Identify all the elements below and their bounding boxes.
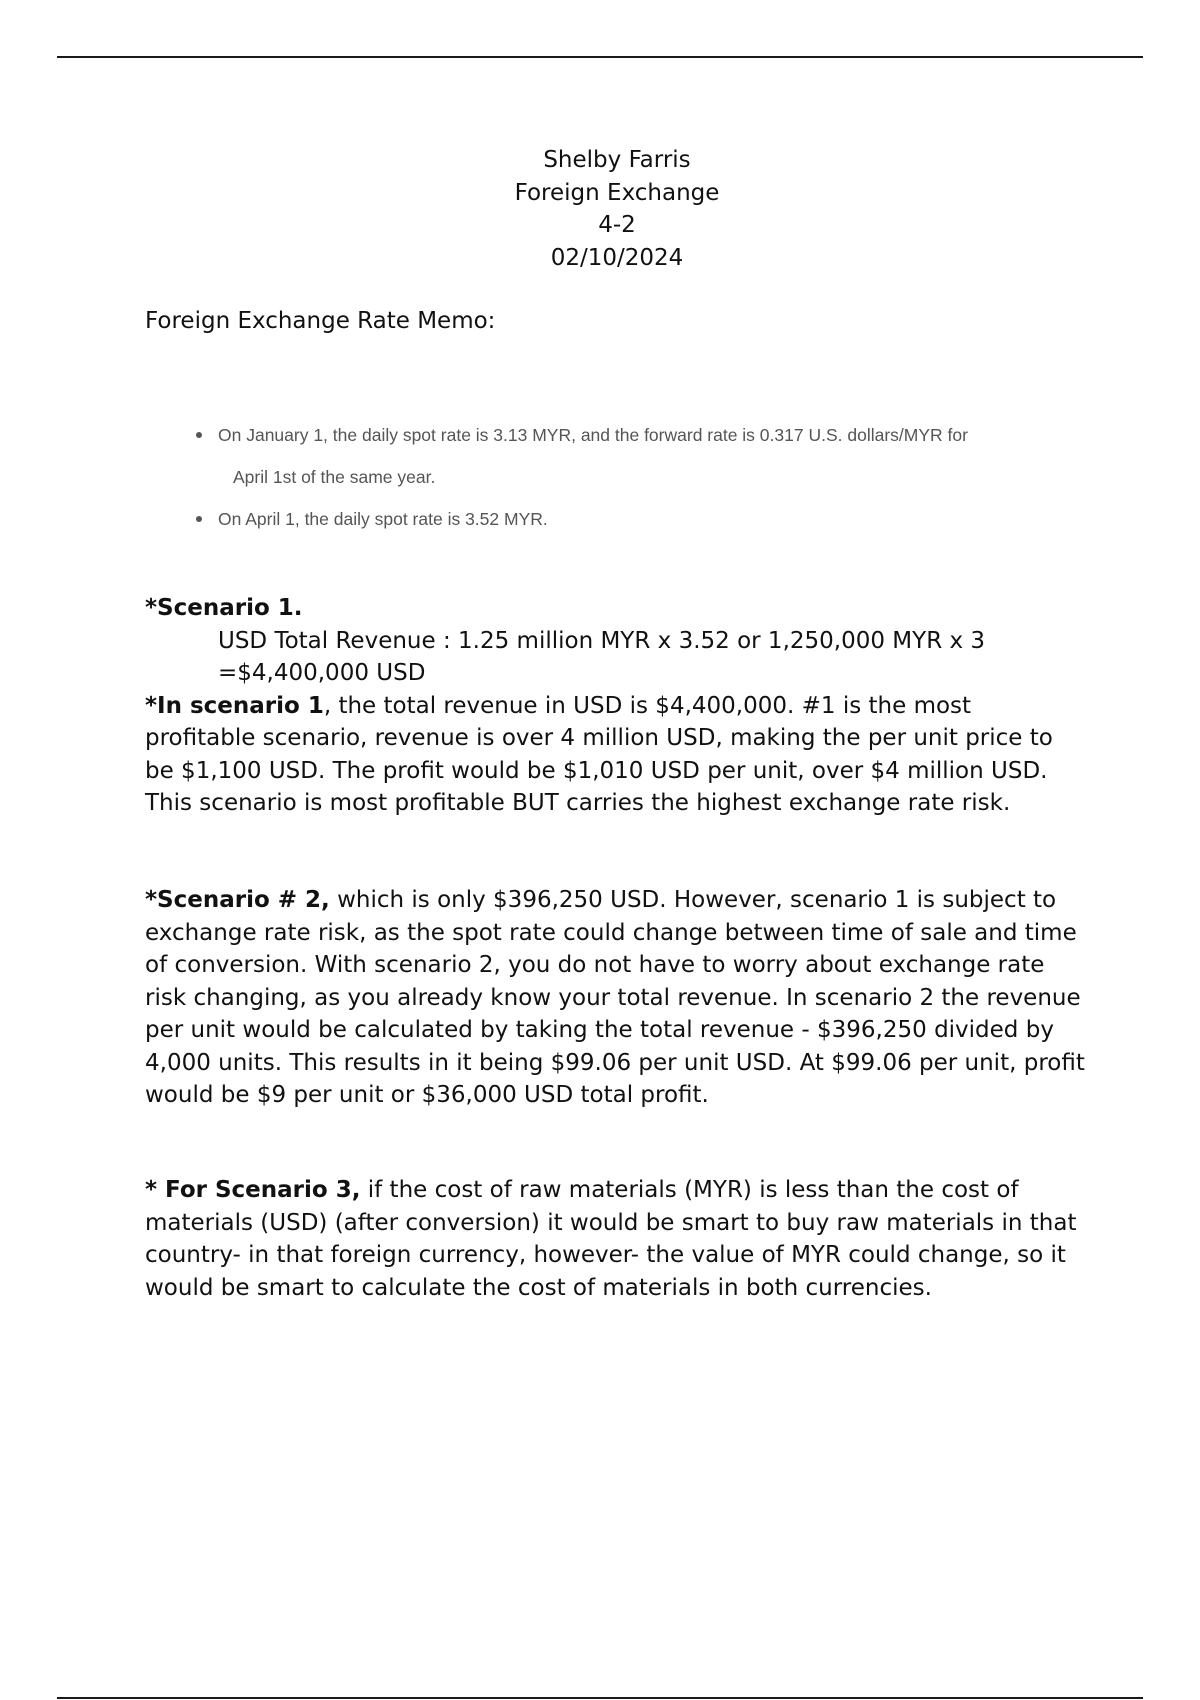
scenario-1-lead: *In scenario 1 <box>145 692 324 719</box>
scenario-2-text: which is only $396,250 USD. However, scenario 1 is subject to exchange rate risk, as the spot rate could change between time of sale and time of conversion. With scenario 2, you do not have to worry about exchange rate risk changing, as you already know your total revenue. In scenario 2 the revenue per unit would be calculated by taking the total revenue - $396,250 divided by 4,000 units. This results in it being $99.06 per unit USD. At $99.06 per unit, profit would be $9 per unit or $36,000 USD total profit. <box>145 887 1085 1108</box>
scenario-1-calc-line-1: USD Total Revenue : 1.25 million MYR x 3.52 or 1,250,000 MYR x 3 <box>218 627 986 654</box>
scenario-1-paragraph <box>145 690 1085 820</box>
assignment-number: 4-2 <box>598 212 636 238</box>
scenario-2-section <box>145 884 1085 1112</box>
bottom-rule <box>57 1697 1143 1699</box>
bullet-item-january <box>190 414 1090 498</box>
scenario-1-calc-line-2: =$4,400,000 USD <box>218 660 426 686</box>
scenario-3-section <box>145 1174 1085 1304</box>
rate-bullet-list <box>190 414 1090 540</box>
author-name: Shelby Farris <box>543 147 691 173</box>
document-date: 02/10/2024 <box>550 244 684 271</box>
scenario-1-heading: *Scenario 1. <box>145 595 303 621</box>
bullet-item-april <box>190 498 1090 540</box>
bullet-line: On January 1, the daily spot rate is 3.13 MYR, and the forward rate is 0.317 U.S. dollars/MYR for <box>218 425 968 445</box>
document-header <box>0 144 1200 274</box>
bullet-line-continued: April 1st of the same year. <box>233 467 436 487</box>
bullet-line: On April 1, the daily spot rate is 3.52 MYR. <box>218 509 548 529</box>
memo-title: Foreign Exchange Rate Memo: <box>145 308 496 334</box>
scenario-2-lead: *Scenario # 2, <box>145 887 330 913</box>
scenario-1-text: , the total revenue in USD is $4,400,000. #1 is the most profitable scenario, revenue is over 4 million USD, making the per unit price to be $1,100 USD. The profit would be $1,010 USD per unit, over $4 million USD. This scenario is most profitable BUT carries the highest exchange rate risk. <box>145 692 1053 816</box>
scenario-1-section <box>145 592 1085 820</box>
scenario-2-paragraph <box>145 884 1085 1112</box>
scenario-3-text: if the cost of raw materials (MYR) is less than the cost of materials (USD) (after conversion) it would be smart to buy raw materials in that country- in that foreign currency, however- the value of MYR could change, so it would be smart to calculate the cost of materials in both currencies. <box>145 1177 1077 1301</box>
top-rule <box>57 56 1143 58</box>
scenario-3-lead: * For Scenario 3, <box>145 1177 361 1203</box>
course-title: Foreign Exchange <box>514 179 720 206</box>
scenario-3-paragraph <box>145 1174 1085 1304</box>
